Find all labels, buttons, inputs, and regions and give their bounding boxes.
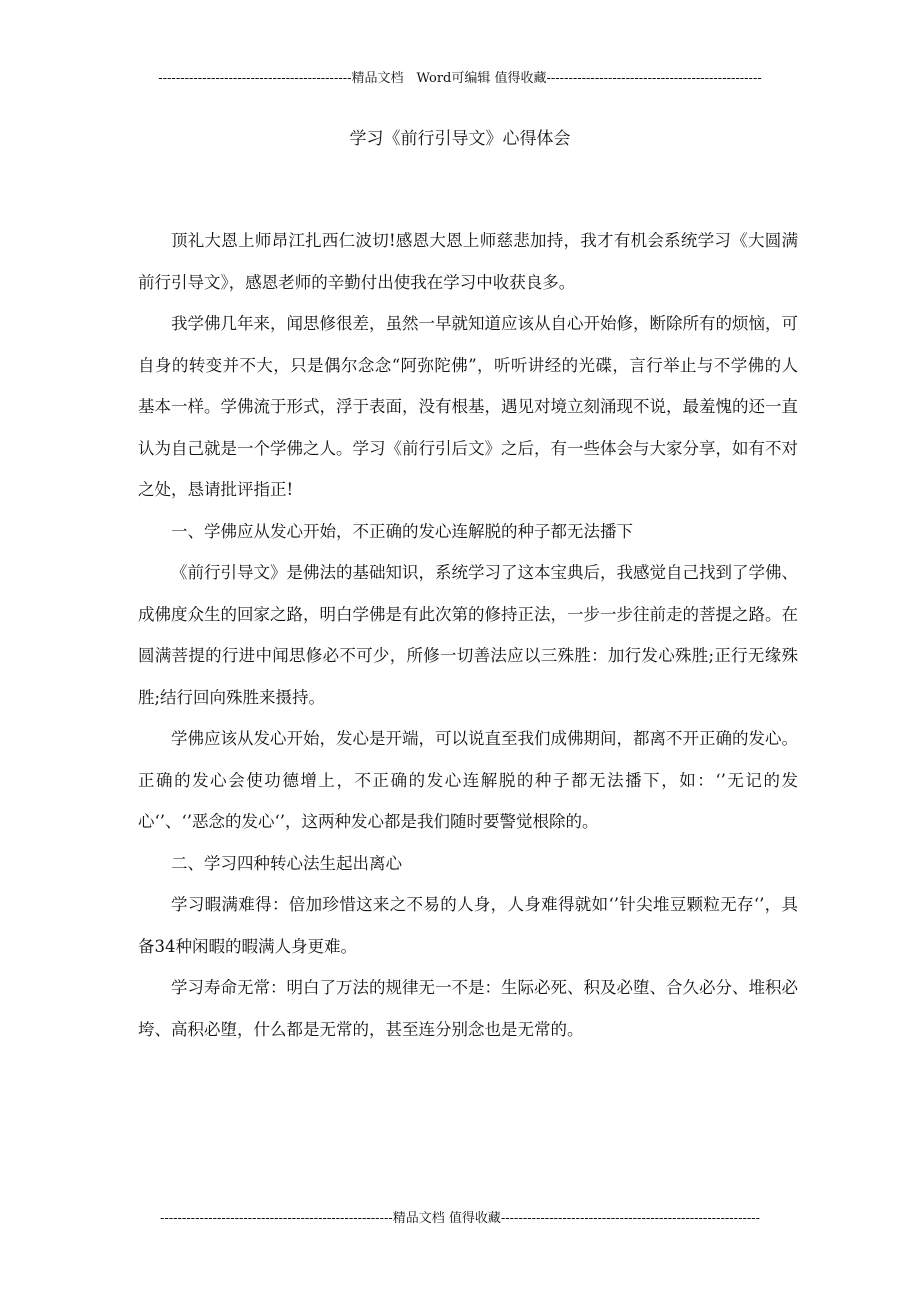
section-heading-2: 二、学习四种转心法生起出离心 <box>171 853 402 873</box>
paragraph-6: 学习寿命无常：明白了万法的规律无一不是：生际必死、积及必堕、合久必分、堆积必垮、高积必堕，什么都是无常的，甚至连分别念也是无常的。 <box>138 978 798 1039</box>
document-body <box>138 220 798 1050</box>
section-heading-1: 一、学佛应从发心开始，不正确的发心连解脱的种子都无法播下 <box>171 521 633 541</box>
paragraph-2: 我学佛几年来，闻思修很差，虽然一早就知道应该从自心开始修，断除所有的烦恼，可自身的转变并不大，只是偶尔念念“阿弥陀佛”，听听讲经的光碟，言行举止与不学佛的人基本一样。学佛流于形式，浮于表面，没有根基，遇见对境立刻涌现不说，最羞愧的还一直认为自己就是一个学佛之人。学习《前行引后文》之后，有一些体会与大家分享，如有不对之处，恳请批评指正! <box>138 314 798 499</box>
page-header: --------------------------------------------精品文档 Word可编辑 值得收藏------------------------------------------------- <box>158 71 762 86</box>
paragraph-1: 顶礼大恩上师昂江扎西仁波切!感恩大恩上师慈悲加持，我才有机会系统学习《大圆满前行引导文》，感恩老师的辛勤付出使我在学习中收获良多。 <box>138 231 798 292</box>
paragraph-3: 《前行引导文》是佛法的基础知识，系统学习了这本宝典后，我感觉自己找到了学佛、成佛度众生的回家之路，明白学佛是有此次第的修持正法，一步一步往前走的菩提之路。在圆满菩提的行进中闻思修必不可少，所修一切善法应以三殊胜：加行发心殊胜;正行无缘殊胜;结行回向殊胜来摄持。 <box>138 563 798 707</box>
page-footer: -----------------------------------------------------精品文档 值得收藏----------------------------------------------------------- <box>159 1211 761 1226</box>
paragraph-4: 学佛应该从发心开始，发心是开端，可以说直至我们成佛期间，都离不开正确的发心。正确的发心会使功德增上，不正确的发心连解脱的种子都无法播下，如：‘’无记的发心‘’、‘’恶念的发心‘’，这两种发心都是我们随时要警觉根除的。 <box>138 729 798 831</box>
paragraph-5: 学习暇满难得：倍加珍惜这来之不易的人身，人身难得就如‘’针尖堆豆颗粒无存‘’，具备34种闲暇的暇满人身更难。 <box>138 895 798 956</box>
document-title: 学习《前行引导文》心得体会 <box>349 129 571 149</box>
